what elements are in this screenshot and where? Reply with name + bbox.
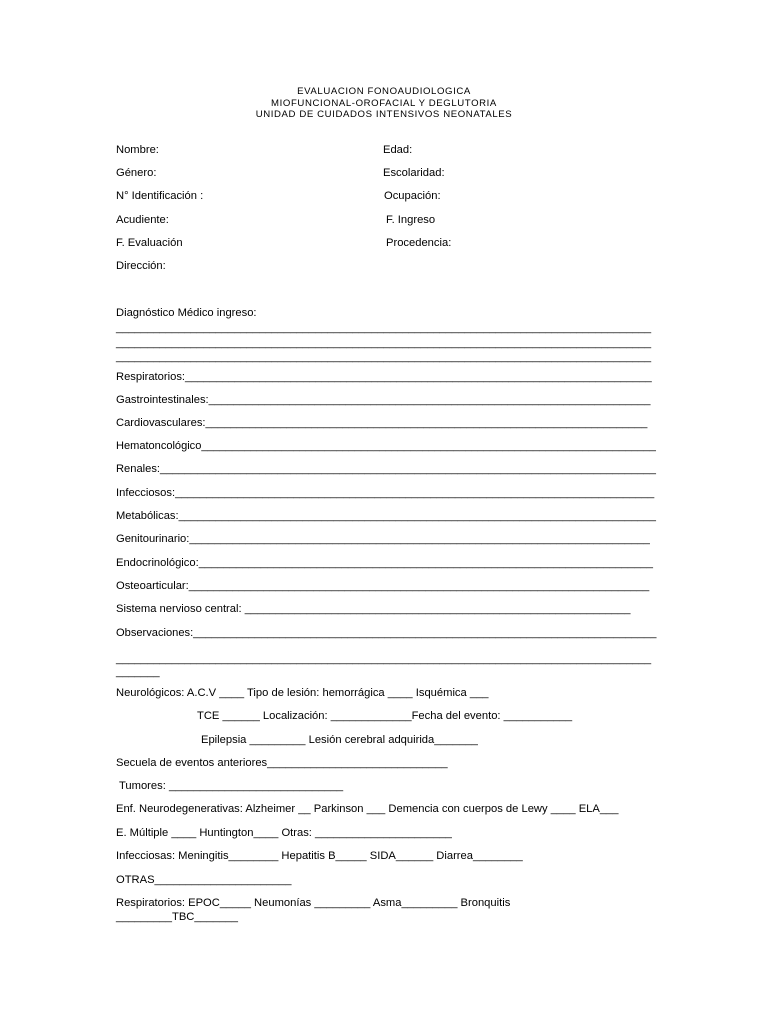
direccion-label: Dirección:	[116, 260, 166, 272]
edad-label: Edad:	[383, 144, 413, 156]
respiratorios-line: Respiratorios: EPOC_____ Neumonías _________ Asma_________ Bronquitis	[116, 897, 511, 909]
otras-line: OTRAS______________________	[116, 874, 292, 886]
observaciones-field: Observaciones:___________________________________________________________________________	[116, 627, 657, 639]
snc-field: Sistema nervioso central: ______________________________________________________________	[116, 603, 631, 615]
endocrinologico-field: Endocrinológico:_________________________________________________________________________	[116, 557, 653, 569]
procedencia-label: Procedencia:	[386, 237, 452, 249]
form-title: EVALUACION FONOAUDIOLOGICA	[297, 86, 471, 97]
gastrointestinales-field: Gastrointestinales:_______________________________________________________________________	[116, 394, 651, 406]
diagnostico-blank-line: ______________________________________________________________________________________	[116, 351, 652, 363]
ingreso-label: F. Ingreso	[386, 214, 436, 226]
tce-line: TCE ______ Localización: _____________Fecha del evento: ___________	[197, 710, 573, 722]
epilepsia-line: Epilepsia _________ Lesión cerebral adquirida_______	[201, 734, 478, 746]
respiratorios-field: Respiratorios:___________________________________________________________________________	[116, 371, 652, 383]
esclerosis-line: E. Múltiple ____ Huntington____ Otras: ______________________	[116, 827, 452, 839]
acudiente-label: Acudiente:	[116, 214, 169, 226]
diagnostico-blank-line: ______________________________________________________________________________________	[116, 337, 652, 349]
tumores-line: Tumores: ____________________________	[119, 780, 344, 792]
neurodegenerativas-line: Enf. Neurodegenerativas: Alzheimer __ Parkinson ___ Demencia con cuerpos de Lewy ____ ELA___	[116, 803, 619, 815]
genero-label: Género:	[116, 167, 157, 179]
hematoncologico-field: Hematoncológico__________________________________________________________________________	[116, 440, 656, 452]
diagnostico-blank-line: ______________________________________________________________________________________	[116, 322, 652, 334]
nombre-label: Nombre:	[116, 144, 159, 156]
evaluacion-label: F. Evaluación	[116, 237, 183, 249]
form-subtitle: MIOFUNCIONAL-OROFACIAL Y DEGLUTORIA	[271, 98, 497, 109]
observaciones-blank-line: ______________________________________________________________________________________	[116, 653, 652, 665]
secuela-line: Secuela de eventos anteriores_____________________________	[116, 757, 448, 769]
infecciosos-field: Infecciosos:_____________________________________________________________________________	[116, 487, 655, 499]
renales-field: Renales:________________________________________________________________________________	[116, 463, 656, 475]
osteoarticular-field: Osteoarticular:__________________________________________________________________________	[116, 580, 650, 592]
ocupacion-label: Ocupación:	[384, 190, 441, 202]
diagnostico-label: Diagnóstico Médico ingreso:	[116, 307, 257, 319]
form-unit: UNIDAD DE CUIDADOS INTENSIVOS NEONATALES	[255, 109, 513, 120]
observaciones-blank-tail: _______	[116, 666, 160, 678]
respiratorios-line-cont: _________TBC_______	[116, 911, 238, 923]
cardiovasculares-field: Cardiovasculares:_______________________________________________________________________	[116, 417, 648, 429]
metabolicas-field: Metabólicas:_____________________________________________________________________________	[116, 510, 656, 522]
neurologicos-line: Neurológicos: A.C.V ____ Tipo de lesión: hemorrágica ____ Isquémica ___	[116, 687, 489, 699]
identificacion-label: N° Identificación :	[116, 190, 204, 202]
infecciosas-line: Infecciosas: Meningitis________ Hepatitis B_____ SIDA______ Diarrea________	[116, 850, 523, 862]
genitourinario-field: Genitourinario:__________________________________________________________________________	[116, 533, 650, 545]
escolaridad-label: Escolaridad:	[383, 167, 445, 179]
